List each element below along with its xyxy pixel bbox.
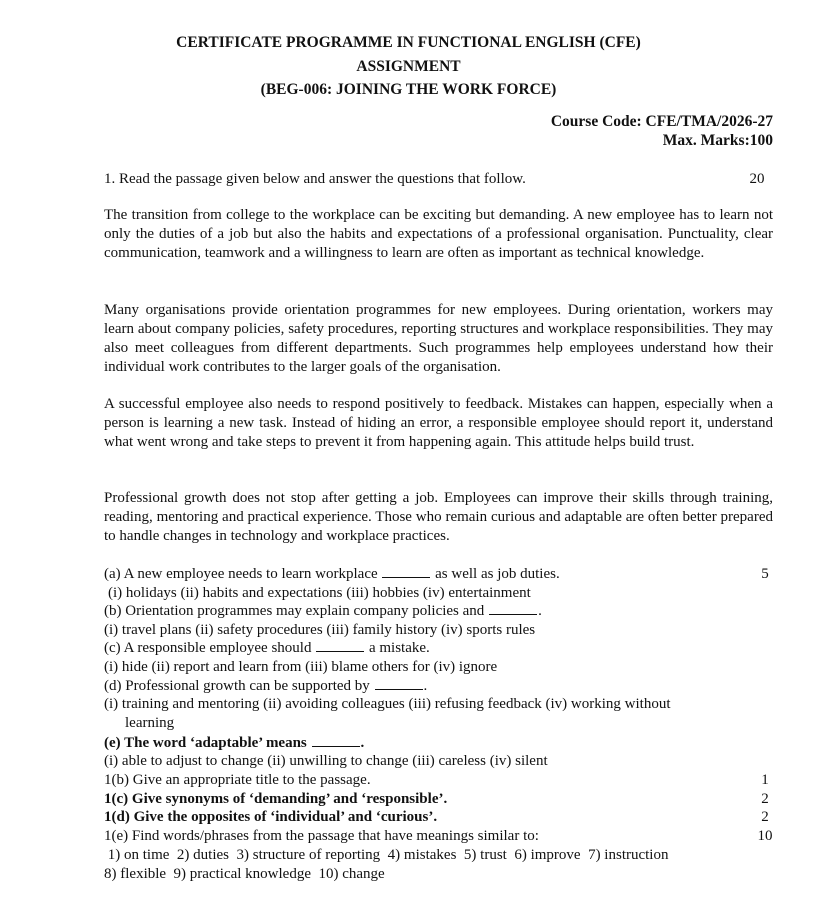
mcq-options-d-continued: learning [125,715,175,731]
mcq-question-d: (d) Professional growth can be supported by . [104,678,428,694]
passage-paragraph-4: Professional growth does not stop after getting a job. Employees can improve their skills through training, reading, mentoring and practical experience. Those who remain curious and adaptable are often better prepared to handle changes in technology and workplace practices. [104,490,773,544]
subquestion-title-marks: 1 [761,772,769,788]
mcq-options-b: (i) travel plans (ii) safety procedures (iii) family history (iv) sports rules [104,622,536,638]
programme-title: CERTIFICATE PROGRAMME IN FUNCTIONAL ENGLISH (CFE) [176,34,641,51]
mcq-marks: 5 [761,566,769,582]
assignment-heading: ASSIGNMENT [356,58,461,75]
mcq-options-d: (i) training and mentoring (ii) avoiding colleagues (iii) refusing feedback (iv) working without [104,696,671,712]
passage-paragraph-2: Many organisations provide orientation programmes for new employees. During orientation, workers may learn about company policies, safety procedures, reporting structures and workplace responsibilities. They may also meet colleagues from different departments. Such programmes help employees understand how their individual work contributes to the larger goals of the organisation. [104,302,773,375]
question-1-prompt: 1. Read the passage given below and answer the questions that follow. [104,171,526,187]
max-marks: Max. Marks:100 [662,132,773,149]
mcq-question-b: (b) Orientation programmes may explain company policies and . [104,603,542,619]
answer-blank [382,565,430,578]
mcq-question-e: (e) The word ‘adaptable’ means . [104,735,365,751]
mcq-options-e: (i) able to adjust to change (ii) unwilling to change (iii) careless (iv) silent [104,753,548,769]
subquestion-synonyms: 1(c) Give synonyms of ‘demanding’ and ‘responsible’. [104,791,448,807]
subquestion-title: 1(b) Give an appropriate title to the passage. [104,772,371,788]
answer-blank [316,639,364,652]
answer-blank [312,734,360,747]
answer-blank [375,677,423,690]
course-code: Course Code: CFE/TMA/2026-27 [550,113,773,130]
question-1-marks: 20 [749,171,765,187]
mcq-question-c: (c) A responsible employee should a mistake. [104,640,430,656]
subquestion-opposites-marks: 2 [761,809,769,825]
subquestion-word-meanings-marks: 10 [757,828,773,844]
passage-paragraph-1: The transition from college to the workplace can be exciting but demanding. A new employee has to learn not only the duties of a job but also the habits and expectations of a professional organisation. Punctuality, clear communication, teamwork and a willingness to learn are often as important as technical knowledge. [104,207,773,261]
subquestion-word-meanings: 1(e) Find words/phrases from the passage that have meanings similar to: [104,828,539,844]
course-title: (BEG-006: JOINING THE WORK FORCE) [260,81,557,98]
mcq-options-c: (i) hide (ii) report and learn from (iii) blame others for (iv) ignore [104,659,498,675]
word-list-line-2: 8) flexible 9) practical knowledge 10) change [104,866,385,882]
passage-paragraph-3: A successful employee also needs to respond positively to feedback. Mistakes can happen, especially when a person is learning a new task. Instead of hiding an error, a responsible employee should report it, understand what went wrong and take steps to prevent it from happening again. This attitude helps build trust. [104,396,773,450]
subquestion-synonyms-marks: 2 [761,791,769,807]
mcq-question-a: (a) A new employee needs to learn workplace as well as job duties. [104,566,560,582]
subquestion-opposites: 1(d) Give the opposites of ‘individual’ and ‘curious’. [104,809,438,825]
mcq-options-a: (i) holidays (ii) habits and expectations (iii) hobbies (iv) entertainment [108,585,531,601]
answer-blank [489,602,537,615]
word-list-line-1: 1) on time 2) duties 3) structure of reporting 4) mistakes 5) trust 6) improve 7) instruction [104,847,669,863]
